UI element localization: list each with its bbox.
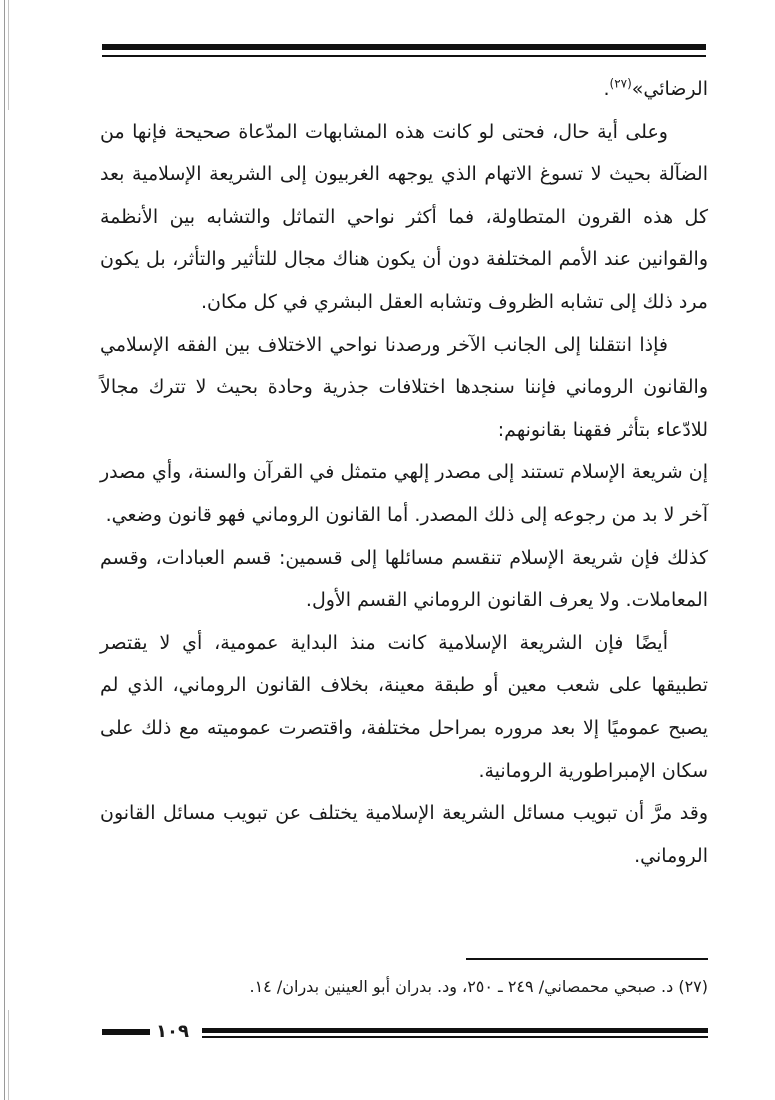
- paragraph: أيضًا فإن الشريعة الإسلامية كانت منذ البداية عمومية، أي لا يقتصر تطبيقها على شعب معين أو طبقة معينة، بخلاف القانون الروماني، الذي لم يصبح عموميًا إلا بعد مروره بمراحل مختلفة، واقتصرت عموميته مع ذلك على سكان الإمبراطورية الرومانية.: [100, 631, 708, 782]
- footnote-reference[interactable]: (٢٧): [609, 76, 632, 91]
- header-rule-thin: [102, 55, 706, 57]
- header-rule-thick: [102, 44, 706, 50]
- paragraph: وعلى أية حال، فحتى لو كانت هذه المشابهات المدّعاة صحيحة فإنها من الضآلة بحيث لا تسوغ الاتهام الذي يوجهه الغربيون إلى الشريعة الإسلامية بعد كل هذه القرون المتطاولة، فما أكثر نواحي التماثل والتشابه بين الأنظمة والقوانين عند الأمم المختلفة دون أن يكون هناك مجال للتأثير والتأثر، بل يكون مرد ذلك إلى تشابه الظروف وتشابه العقل البشري في كل مكان.: [100, 120, 708, 313]
- body-text: [100, 68, 708, 877]
- paragraph: كذلك فإن شريعة الإسلام تنقسم مسائلها إلى قسمين: قسم العبادات، وقسم المعاملات. ولا يعرف القانون الروماني القسم الأول.: [100, 546, 708, 612]
- paragraph: الرضائي»$^{(٢٧)}$.: [603, 76, 708, 100]
- footnote: (٢٧) د. صبحي محمصاني/ ٢٤٩ ـ ٢٥٠، ود. بدران أبو العينين بدران/ ١٤.: [249, 977, 708, 996]
- footer-rule-right-thick: [202, 1028, 708, 1033]
- scan-edge-line: [8, 0, 9, 110]
- footer-rule-left: [102, 1029, 150, 1035]
- page-number: ١٠٩: [156, 1021, 189, 1042]
- paragraph: فإذا انتقلنا إلى الجانب الآخر ورصدنا نواحي الاختلاف بين الفقه الإسلامي والقانون الروماني فإننا سنجدها اختلافات جذرية وحادة بحيث لا تترك مجالاً للادّعاء بتأثر فقهنا بقانونهم:: [100, 333, 708, 441]
- footer-rule-right-thin: [202, 1036, 708, 1038]
- footnote-separator: [466, 958, 708, 960]
- page-footer: [102, 1020, 708, 1044]
- paragraph: إن شريعة الإسلام تستند إلى مصدر إلهي متمثل في القرآن والسنة، وأي مصدر آخر لا بد من رجوعه إلى ذلك المصدر. أما القانون الروماني فهو قانون وضعي.: [100, 461, 708, 526]
- scan-edge-line: [8, 1010, 9, 1100]
- paragraph: وقد مرَّ أن تبويب مسائل الشريعة الإسلامية يختلف عن تبويب مسائل القانون الروماني.: [100, 802, 708, 867]
- scan-edge-line: [4, 0, 5, 1100]
